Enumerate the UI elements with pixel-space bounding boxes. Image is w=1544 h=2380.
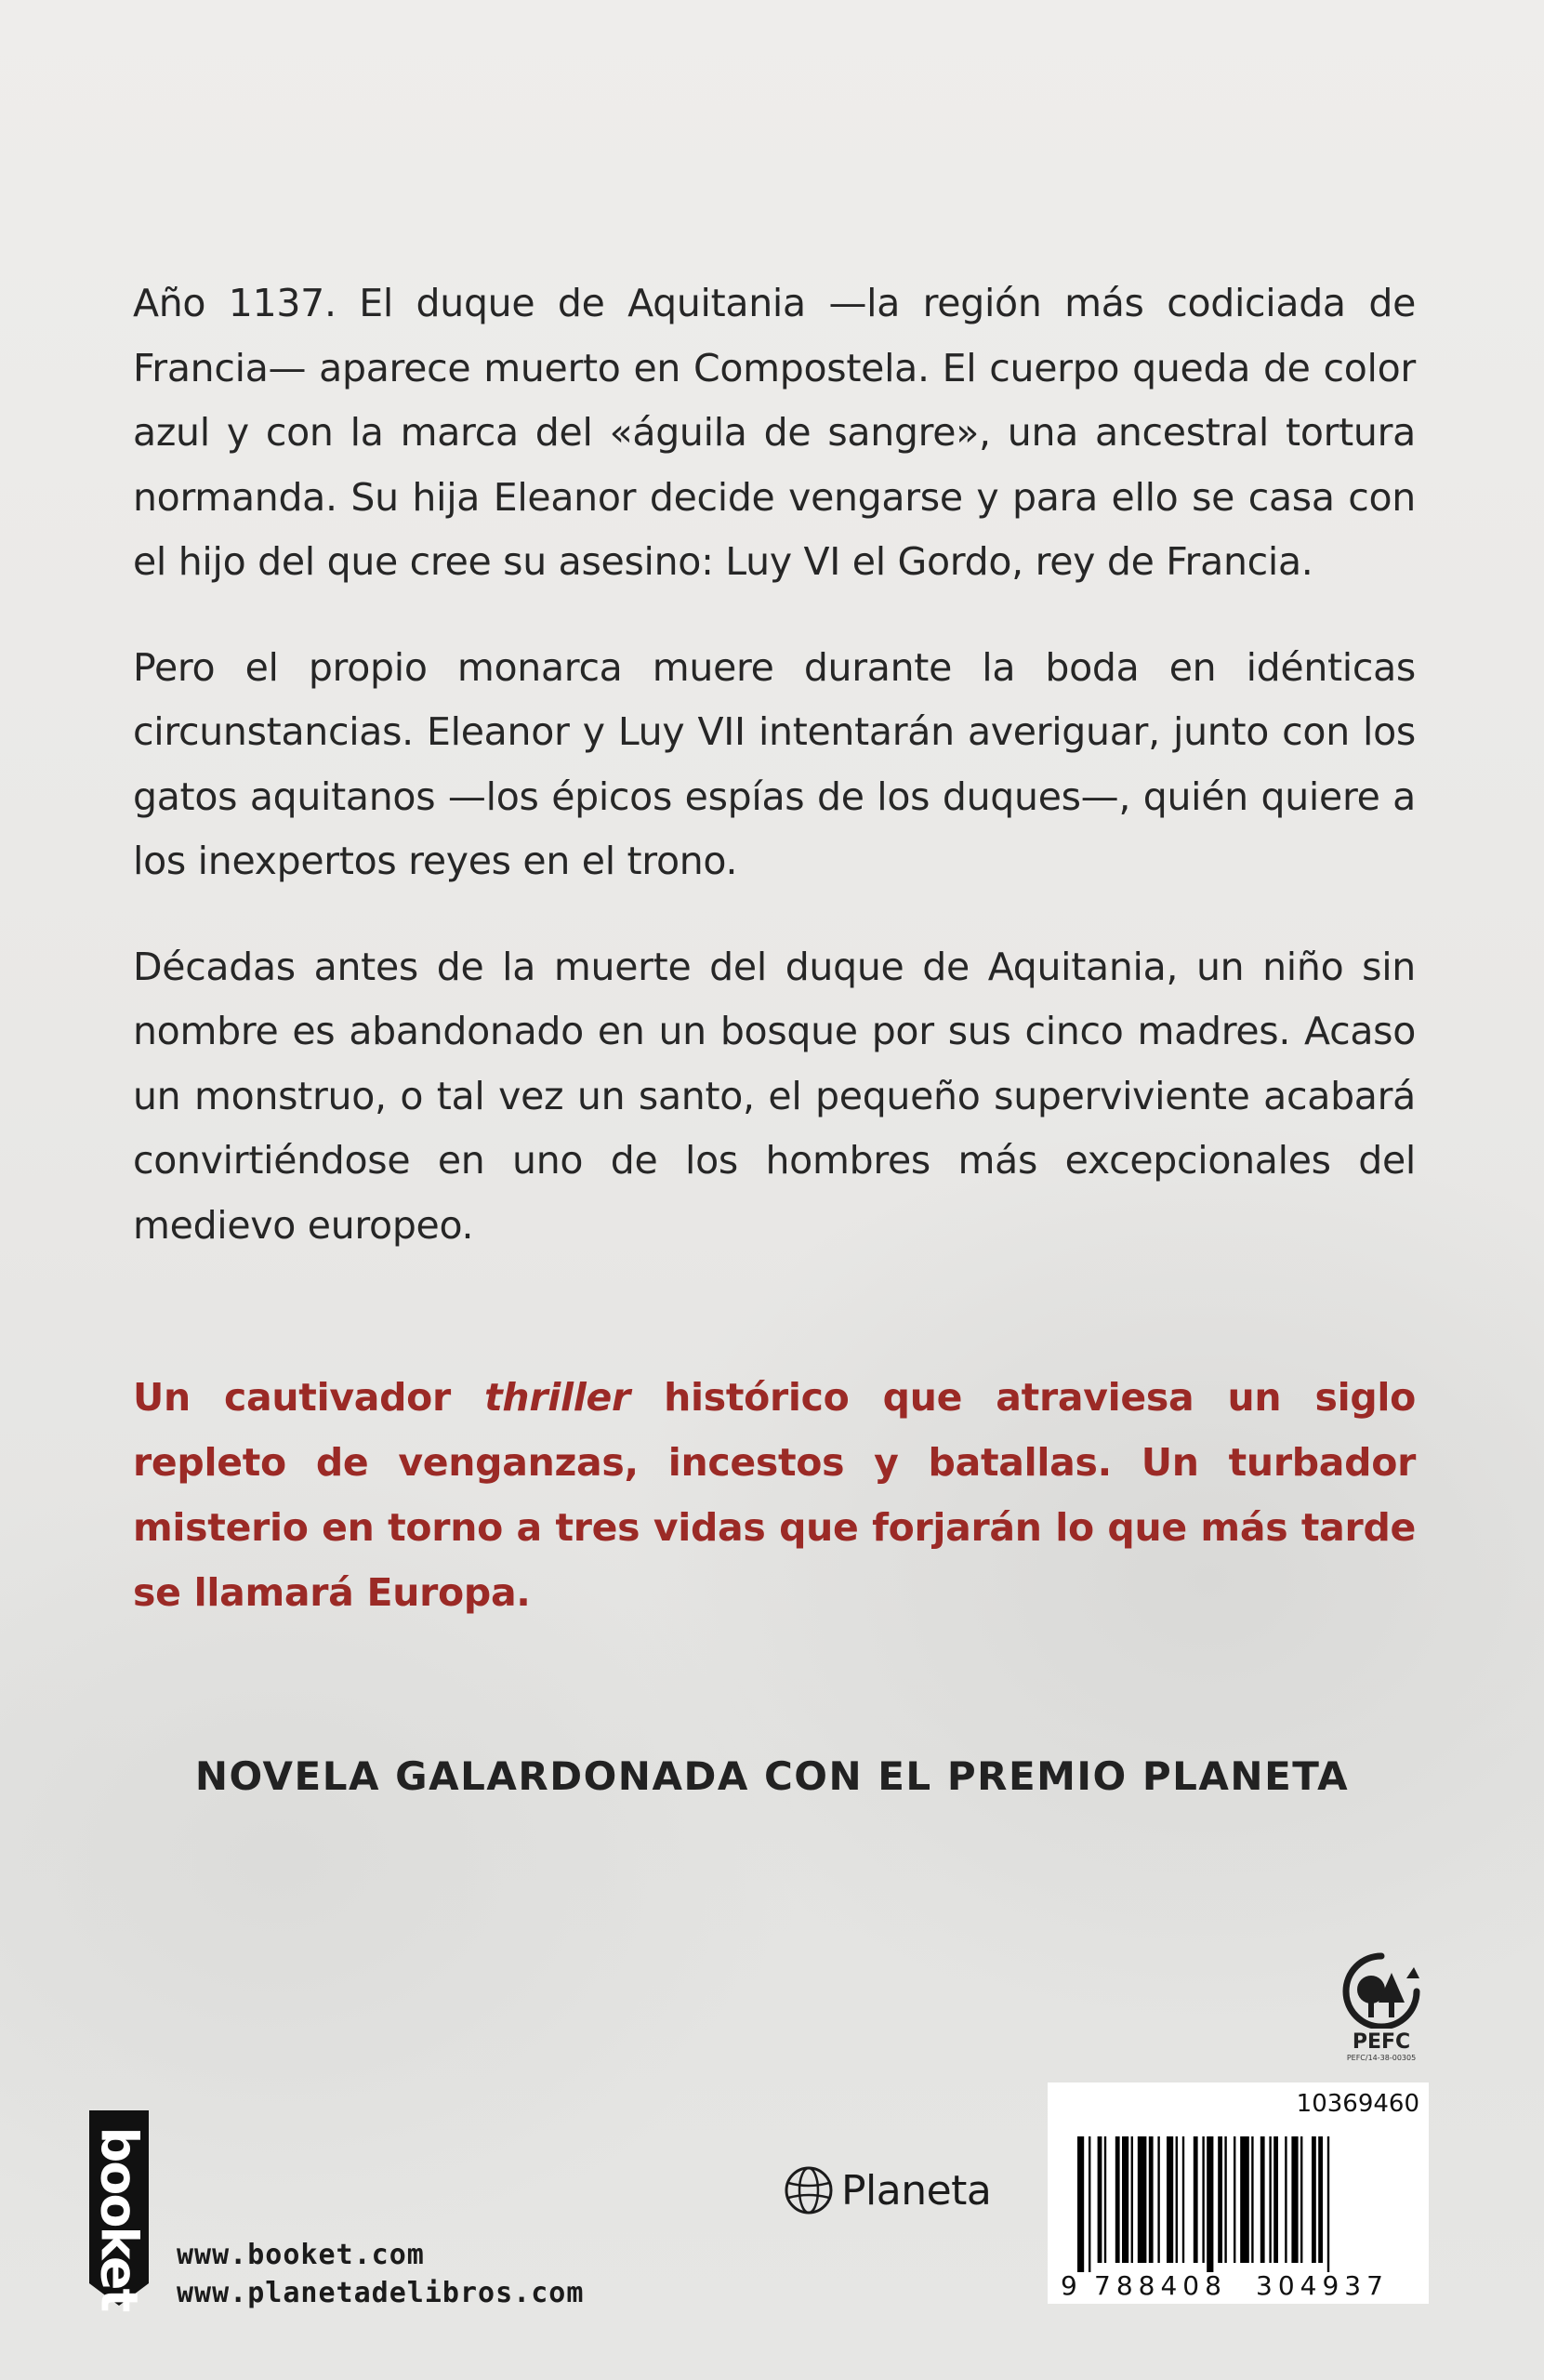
barcode-bar <box>1202 2136 1204 2263</box>
barcode-bar <box>1312 2136 1316 2263</box>
isbn-barcode <box>1057 2136 1419 2300</box>
planeta-wordmark: Planeta <box>841 2166 992 2215</box>
highlight-text-end: histórico que atraviesa un siglo repleto de venganzas, incestos y batallas. Un turbador misterio en torno a tres vidas que forjarán lo que más tarde se llamará Europa. <box>133 1375 1416 1615</box>
barcode-bar <box>1138 2136 1147 2263</box>
barcode-bar <box>1269 2136 1271 2263</box>
barcode-bar <box>1167 2136 1173 2263</box>
barcode-bar <box>1327 2136 1329 2272</box>
barcode-bar <box>1300 2136 1302 2263</box>
barcode-bar <box>1098 2136 1102 2263</box>
barcode-bars <box>1077 2136 1329 2272</box>
barcode-bar <box>1260 2136 1265 2263</box>
url-booket: www.booket.com <box>177 2239 425 2271</box>
barcode-bar <box>1273 2136 1278 2263</box>
barcode-bar <box>1157 2136 1159 2263</box>
publisher-urls <box>177 2236 584 2312</box>
highlight-italic: thriller <box>484 1375 630 1420</box>
barcode-bar <box>1285 2136 1287 2263</box>
barcode-panel <box>1048 2082 1429 2304</box>
barcode-bar <box>1218 2136 1222 2263</box>
pefc-code: PEFC/14-38-00305 <box>1346 2054 1417 2062</box>
barcode-bar <box>1122 2136 1128 2263</box>
globe-icon <box>784 2165 834 2215</box>
award-line: NOVELA GALARDONADA CON EL PREMIO PLANETA <box>194 1753 1350 1799</box>
pefc-certification <box>1335 1950 1428 2064</box>
barcode-bar <box>1149 2136 1154 2263</box>
isbn-digits-left: 788408 <box>1094 2270 1227 2300</box>
isbn-digit-first: 9 <box>1061 2270 1077 2300</box>
barcode-bar <box>1115 2136 1120 2263</box>
barcode-bar <box>1176 2136 1178 2263</box>
barcode-bar <box>1089 2136 1090 2272</box>
isbn-digits-right: 304937 <box>1256 2270 1389 2300</box>
barcode-bar <box>1104 2136 1106 2263</box>
highlight-blurb <box>133 1365 1416 1625</box>
barcode-bar <box>1291 2136 1298 2263</box>
barcode-bar <box>1224 2136 1226 2263</box>
barcode-bar <box>1251 2136 1253 2263</box>
barcode-bar <box>1182 2136 1184 2263</box>
barcode-bar <box>1131 2136 1133 2263</box>
url-planetadelibros: www.planetadelibros.com <box>177 2277 585 2309</box>
barcode-bar <box>1207 2136 1213 2272</box>
pefc-tree-icon <box>1339 1950 1423 2029</box>
planeta-logo <box>784 2165 991 2215</box>
booket-wordmark: booket <box>89 2126 149 2311</box>
synopsis-paragraph-3: Décadas antes de la muerte del duque de Aquitania, un niño sin nombre es abandonado en un bosque por sus cinco madres. Acaso un monstruo, o tal vez un santo, el pequeño superviviente acabará convirtiéndose en uno de los hombres más excepcionales del medievo europeo. <box>133 944 1416 1248</box>
synopsis-paragraph-1: Año 1137. El duque de Aquitania —la región más codiciada de Francia— aparece muerto en Compostela. El cuerpo queda de color azul y con la marca del «águila de sangre», una ancestral tortura normanda. Su hija Eleanor decide vengarse y para ello se casa con el hijo del que cree su asesino: Luy VI el Gordo, rey de Francia. <box>133 281 1416 584</box>
barcode-bar <box>1318 2136 1323 2263</box>
pefc-label: PEFC <box>1352 2030 1411 2054</box>
synopsis <box>133 271 1416 1299</box>
barcode-bar <box>1077 2136 1084 2272</box>
barcode-bar <box>1240 2136 1249 2263</box>
barcode-bar <box>1234 2136 1235 2263</box>
highlight-text-start: Un cautivador <box>133 1375 485 1420</box>
product-code: 10369460 <box>1296 2090 1419 2118</box>
synopsis-paragraph-2: Pero el propio monarca muere durante la boda en idénticas circunstancias. Eleanor y Luy VII intentarán averiguar, junto con los gatos aquitanos —los épicos espías de los duques—, quién quiere a los inexpertos reyes en el trono. <box>133 644 1416 883</box>
barcode-bar <box>1194 2136 1198 2263</box>
